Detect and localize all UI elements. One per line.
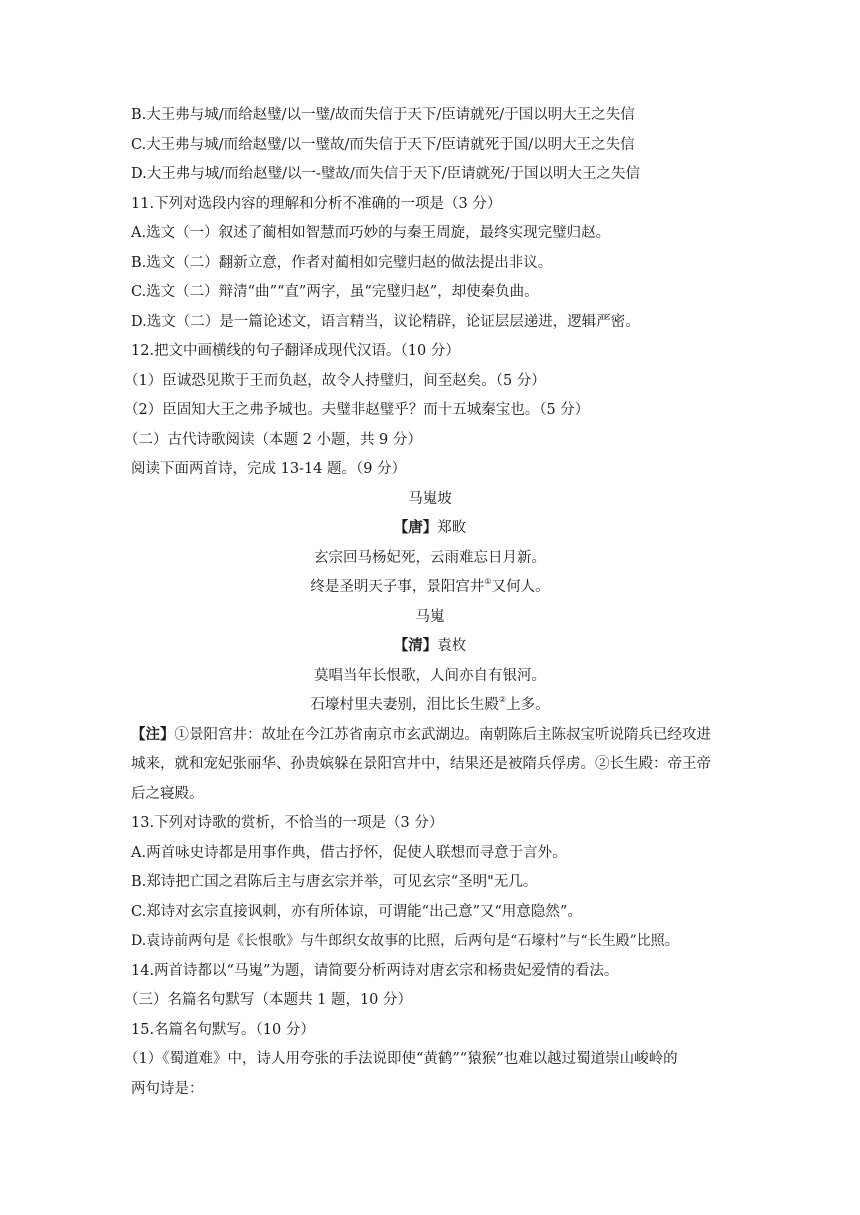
notes-label: 【注】 — [131, 726, 175, 743]
poem1-line-2-part-b: 又何人。 — [491, 579, 550, 595]
q13-option-d: D.袁诗前两句是《长恨歌》与牛郎织女故事的比照，后两句是“石壕村”与“长生殿”比照。 — [131, 933, 679, 949]
poem1-author — [0, 519, 860, 537]
poem1-line-2-part-a: 终是圣明天子事，景阳宫井 — [310, 579, 485, 595]
q13-option-a: A.两首咏史诗都是用事作典，借古抒怀，促使人联想而寻意于言外。 — [131, 845, 567, 861]
notes-text-1: ①景阳宫井：故址在今江苏省南京市玄武湖边。南朝陈后主陈叔宝听说隋兵已经攻进 — [174, 727, 711, 743]
q11-stem: 11.下列对选段内容的理解和分析不准确的一项是（3 分） — [131, 196, 502, 212]
q15-stem: 15.名篇名句默写。（10 分） — [131, 1022, 315, 1038]
q11-option-c: C.选文（二）辩清“曲”“直”两字，虽“完璧归赵”，却使秦负曲。 — [131, 284, 539, 300]
q10-option-d: D.大王弗与城/而绐赵璧/以一-璧故/而失信于天下/臣请就死/于国以明大王之失信 — [131, 166, 641, 182]
poem2-author — [0, 637, 860, 655]
poem1-dynasty: 【唐】 — [393, 519, 438, 536]
q10-option-c: C.大王弗与城/而给赵璧/以一璧故/而失信于天下/臣请就死于国/以明大王之失信 — [131, 137, 635, 153]
q13-stem: 13.下列对诗歌的赏析，不恰当的一项是（3 分） — [131, 815, 444, 831]
poem1-line-1: 玄宗回马杨妃死，云雨难忘日月新。 — [314, 550, 546, 566]
poem2-author-name: 袁枚 — [437, 638, 467, 654]
poem1-author-name: 郑畋 — [437, 520, 467, 536]
q13-option-b: B.郑诗把亡国之君陈后主与唐玄宗并举，可见玄宗“圣明"无几。 — [131, 874, 538, 890]
poem2-line-2 — [0, 696, 860, 714]
q10-option-b: B.大王弗与城/而给赵璧/以一璧/故而失信于天下/臣请就死/于国以明大王之失信 — [131, 107, 635, 123]
q13-option-c: C.郑诗对玄宗直接讽刺，亦有所体谅，可谓能“出己意”又“用意隐然”。 — [131, 904, 582, 920]
q12-sentence-2: （2）臣固知大王之弗予城也。夫璧非赵璧乎？而十五城秦宝也。（5 分） — [124, 402, 590, 418]
section2-heading: （二）古代诗歌阅读（本题 2 小题，共 9 分） — [124, 432, 422, 448]
poem2-note-marker: ② — [498, 695, 507, 704]
poem2-line-2-part-a: 石壕村里夫妻别，泪比长生殿 — [310, 697, 499, 713]
poem1-title: 马嵬坡 — [408, 491, 452, 507]
poem2-dynasty: 【清】 — [393, 637, 438, 654]
poem2-title: 马嵬 — [415, 609, 445, 625]
q15-sentence-1-line-2: 两句诗是： — [131, 1081, 204, 1097]
section2-intro: 阅读下面两首诗，完成 13-14 题。（9 分） — [131, 461, 407, 477]
notes-line-1 — [131, 726, 711, 744]
notes-line-2: 城来，就和宠妃张丽华、孙贵嫔躲在景阳宫井中，结果还是被隋兵俘虏。②长生殿：帝王帝 — [131, 756, 711, 772]
q14-stem: 14.两首诗都以“马嵬”为题，请简要分析两诗对唐玄宗和杨贵妃爱情的看法。 — [131, 963, 619, 979]
poem2-line-1: 莫唱当年长恨歌，人间亦自有银河。 — [314, 668, 546, 684]
q15-sentence-1-line-1: （1）《蜀道难》中，诗人用夸张的手法说即使“黄鹤”“猿猴”也难以越过蜀道崇山峻岭的 — [124, 1051, 678, 1067]
q11-option-b: B.选文（二）翻新立意，作者对蔺相如完璧归赵的做法提出非议。 — [131, 255, 553, 271]
poem1-line-2 — [0, 578, 860, 596]
poem2-line-2-part-b: 上多。 — [506, 697, 550, 713]
notes-line-3: 后之寝殿。 — [131, 786, 204, 802]
section3-heading: （三）名篇名句默写（本题共 1 题，10 分） — [124, 992, 413, 1008]
poem1-note-marker: ① — [484, 577, 492, 586]
q12-sentence-1: （1）臣诚恐见欺于王而负赵，故令人持璧归，间至赵矣。（5 分） — [124, 373, 546, 389]
q11-option-d: D.选文（二）是一篇论述文，语言精当，议论精辟，论证层层递进，逻辑严密。 — [131, 314, 640, 330]
q11-option-a: A.选文（一）叙述了蔺相如智慧而巧妙的与秦王周旋，最终实现完璧归赵。 — [131, 225, 611, 241]
q12-stem: 12.把文中画横线的句子翻译成现代汉语。（10 分） — [131, 343, 460, 359]
